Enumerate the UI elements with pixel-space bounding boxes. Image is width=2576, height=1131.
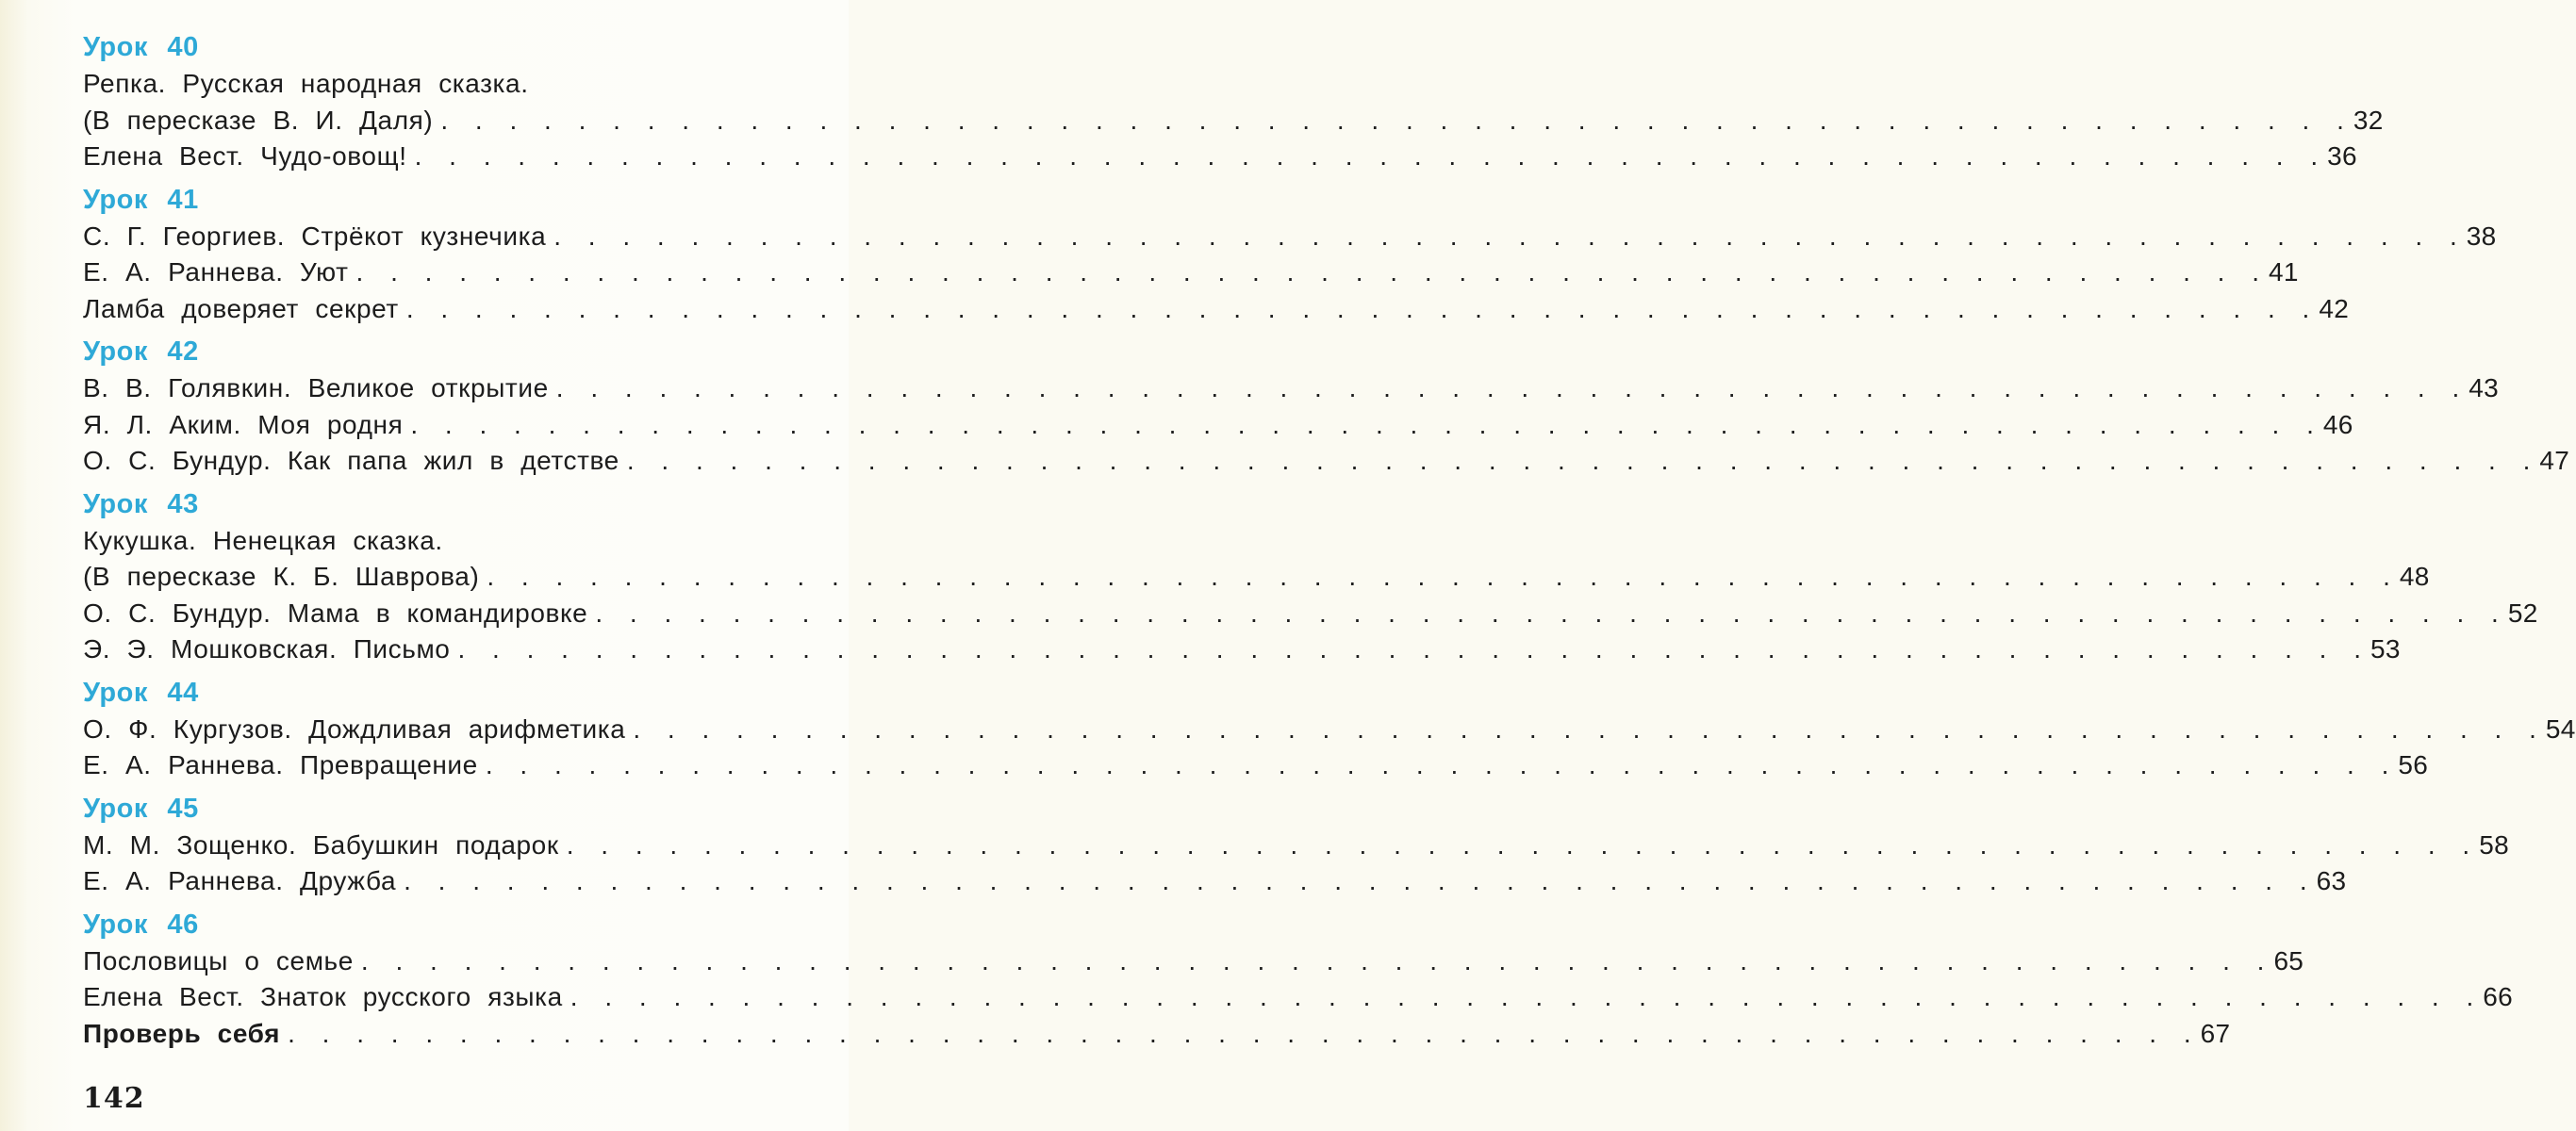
toc-entry[interactable]	[83, 979, 2514, 1016]
toc-entry-line	[83, 443, 2570, 480]
lesson-heading: Урок 41	[83, 184, 199, 215]
toc-entry[interactable]	[83, 631, 2401, 668]
toc-entry-line	[83, 712, 2576, 748]
entry-title: М. М. Зощенко. Бабушкин подарок	[83, 829, 559, 860]
entry-page-number: 56	[2398, 750, 2429, 779]
dot-leader: . . . . . . . . . . . . . . . . . . . . . . . . . . . . . . . . . . . . . . . . . . . . . . . . . . . . . . . .	[595, 598, 2504, 628]
entry-page-number: 43	[2469, 373, 2500, 402]
toc-entry-line	[83, 631, 2401, 668]
toc-entry-line	[83, 979, 2514, 1016]
dot-leader: . . . . . . . . . . . . . . . . . . . . . . . . . . . . . . . . . . . . . . . . . . . . . . . . . . . . . . . .	[553, 221, 2463, 251]
toc-entry-line	[83, 828, 2509, 864]
toc-entry-line	[83, 523, 832, 560]
page-number: 142	[83, 1082, 145, 1115]
lesson-heading: Урок 45	[83, 793, 199, 824]
toc-entry[interactable]	[83, 219, 2497, 255]
lesson-section	[83, 181, 2497, 328]
dot-leader: . . . . . . . . . . . . . . . . . . . . . . . . . . . . . . . . . . . . . . . . . . . . . . . . . . . . . . . .	[485, 750, 2395, 779]
lesson-section	[83, 790, 2509, 900]
dot-leader: . . . . . . . . . . . . . . . . . . . . . . . . . . . . . . . . . . . . . . . . . . . . . . . . . . . . . . . .	[360, 945, 2271, 975]
toc-entry-line	[83, 559, 2430, 596]
lesson-heading: Урок 46	[83, 909, 199, 940]
toc-entry[interactable]	[83, 139, 2357, 175]
entry-page-number: 67	[2200, 1018, 2231, 1048]
toc-entry[interactable]	[83, 828, 2509, 864]
entry-page-number: 53	[2370, 634, 2401, 664]
entry-title: Репка. Русская народная сказка.	[83, 69, 529, 98]
toc-entry[interactable]	[83, 712, 2576, 748]
toc-entry-line	[83, 863, 2347, 900]
dot-leader: . . . . . . . . . . . . . . . . . . . . . . . . . . . . . . . . . . . . . . . . . . . . . . . . . . . . . . . .	[633, 713, 2542, 744]
dot-leader: . . . . . . . . . . . . . . . . . . . . . . . . . . . . . . . . . . . . . . . . . . . . . . . . . . . . . . . .	[440, 105, 2350, 135]
entry-title: Э. Э. Мошковская. Письмо	[83, 634, 451, 664]
toc-entry[interactable]	[83, 291, 2350, 328]
toc-entry[interactable]	[83, 596, 2538, 632]
lesson-section	[83, 906, 2514, 1053]
entry-page-number: 65	[2273, 945, 2304, 975]
entry-page-number: 47	[2539, 446, 2570, 475]
toc-entry[interactable]	[83, 523, 2430, 596]
toc-entry-line	[83, 219, 2497, 255]
entry-title: Елена Вест. Знаток русского языка	[83, 982, 563, 1011]
dot-leader: . . . . . . . . . . . . . . . . . . . . . . . . . . . . . . . . . . . . . . . . . . . . . . . . . . . . . . . .	[405, 293, 2316, 323]
entry-title: Пословицы о семье	[83, 945, 354, 975]
entry-title: Е. А. Раннева. Превращение	[83, 750, 478, 779]
lesson-section	[83, 333, 2570, 480]
dot-leader: . . . . . . . . . . . . . . . . . . . . . . . . . . . . . . . . . . . . . . . . . . . . . . . . . . . . . . . .	[288, 1018, 2197, 1048]
dot-leader: . . . . . . . . . . . . . . . . . . . . . . . . . . . . . . . . . . . . . . . . . . . . . . . . . . . . . . . .	[414, 141, 2324, 171]
entry-title: В. В. Голявкин. Великое открытие	[83, 373, 549, 402]
dot-leader: . . . . . . . . . . . . . . . . . . . . . . . . . . . . . . . . . . . . . . . . . . . . . . . . . . . . . . . .	[566, 829, 2476, 860]
toc-entry[interactable]	[83, 407, 2353, 444]
toc-entry-line	[83, 291, 2350, 328]
dot-leader: . . . . . . . . . . . . . . . . . . . . . . . . . . . . . . . . . . . . . . . . . . . . . . . . . . . . . . . .	[626, 446, 2536, 475]
dot-leader: . . . . . . . . . . . . . . . . . . . . . . . . . . . . . . . . . . . . . . . . . . . . . . . . . . . . . . . .	[457, 634, 2367, 664]
entry-page-number: 46	[2322, 409, 2353, 439]
entry-page-number: 42	[2319, 293, 2350, 323]
entry-page-number: 54	[2545, 713, 2576, 744]
toc-entry-line	[83, 254, 2299, 291]
toc-entry-line	[83, 596, 2538, 632]
dot-leader: . . . . . . . . . . . . . . . . . . . . . . . . . . . . . . . . . . . . . . . . . . . . . . . . . . . . . . . .	[555, 373, 2466, 402]
toc-entry[interactable]	[83, 254, 2299, 291]
toc-entry[interactable]	[83, 370, 2500, 407]
lesson-section	[83, 485, 2538, 668]
entry-title: Ламба доверяет секрет	[83, 293, 399, 323]
lesson-heading: Урок 43	[83, 488, 199, 519]
entry-title: С. Г. Георгиев. Стрёкот кузнечика	[83, 221, 547, 251]
entry-page-number: 58	[2479, 829, 2509, 860]
toc-entry-line	[83, 370, 2500, 407]
entry-title: Проверь себя	[83, 1018, 281, 1048]
lesson-heading: Урок 44	[83, 677, 199, 708]
toc-entry-line	[83, 103, 2384, 139]
table-of-contents	[83, 28, 2576, 1057]
dot-leader: . . . . . . . . . . . . . . . . . . . . . . . . . . . . . . . . . . . . . . . . . . . . . . . . . . . . . . . .	[570, 982, 2480, 1011]
toc-entry-line	[83, 66, 832, 103]
entry-title: Кукушка. Ненецкая сказка.	[83, 525, 443, 555]
entry-title: О. С. Бундур. Мама в командировке	[83, 598, 588, 628]
dot-leader: . . . . . . . . . . . . . . . . . . . . . . . . . . . . . . . . . . . . . . . . . . . . . . . . . . . . . . . .	[355, 257, 2266, 287]
lesson-section	[83, 28, 2384, 175]
entry-page-number: 32	[2353, 105, 2384, 135]
entry-title: О. С. Бундур. Как папа жил в детстве	[83, 446, 619, 475]
entry-title: Я. Л. Аким. Моя родня	[83, 409, 404, 439]
toc-entry-line	[83, 747, 2429, 784]
toc-entry[interactable]	[83, 863, 2347, 900]
toc-entry[interactable]	[83, 66, 2384, 139]
lesson-section	[83, 674, 2576, 784]
entry-title: О. Ф. Кургузов. Дождливая арифметика	[83, 713, 626, 744]
entry-page-number: 36	[2327, 141, 2357, 171]
entry-page-number: 48	[2399, 562, 2430, 591]
dot-leader: . . . . . . . . . . . . . . . . . . . . . . . . . . . . . . . . . . . . . . . . . . . . . . . . . . . . . . . .	[487, 562, 2396, 591]
toc-entry[interactable]	[83, 443, 2570, 480]
entry-page-number: 41	[2269, 257, 2299, 287]
dot-leader: . . . . . . . . . . . . . . . . . . . . . . . . . . . . . . . . . . . . . . . . . . . . . . . . . . . . . . . .	[404, 866, 2313, 895]
toc-entry-line	[83, 1016, 2231, 1053]
entry-title: Е. А. Раннева. Дружба	[83, 866, 397, 895]
entry-title: Е. А. Раннева. Уют	[83, 257, 349, 287]
toc-entry-line	[83, 407, 2353, 444]
entry-page-number: 52	[2507, 598, 2538, 628]
entry-page-number: 38	[2466, 221, 2497, 251]
toc-entry[interactable]	[83, 747, 2429, 784]
toc-entry-line	[83, 943, 2304, 980]
entry-title: (В пересказе В. И. Даля)	[83, 105, 434, 135]
toc-entry[interactable]	[83, 1016, 2231, 1053]
toc-entry[interactable]	[83, 943, 2304, 980]
toc-entry-line	[83, 139, 2357, 175]
dot-leader: . . . . . . . . . . . . . . . . . . . . . . . . . . . . . . . . . . . . . . . . . . . . . . . . . . . . . . . .	[410, 409, 2320, 439]
entry-page-number: 66	[2483, 982, 2514, 1011]
entry-page-number: 63	[2316, 866, 2347, 895]
entry-title: (В пересказе К. Б. Шаврова)	[83, 562, 480, 591]
entry-title: Елена Вест. Чудо-овощ!	[83, 141, 407, 171]
lesson-heading: Урок 42	[83, 336, 199, 367]
lesson-heading: Урок 40	[83, 32, 199, 62]
